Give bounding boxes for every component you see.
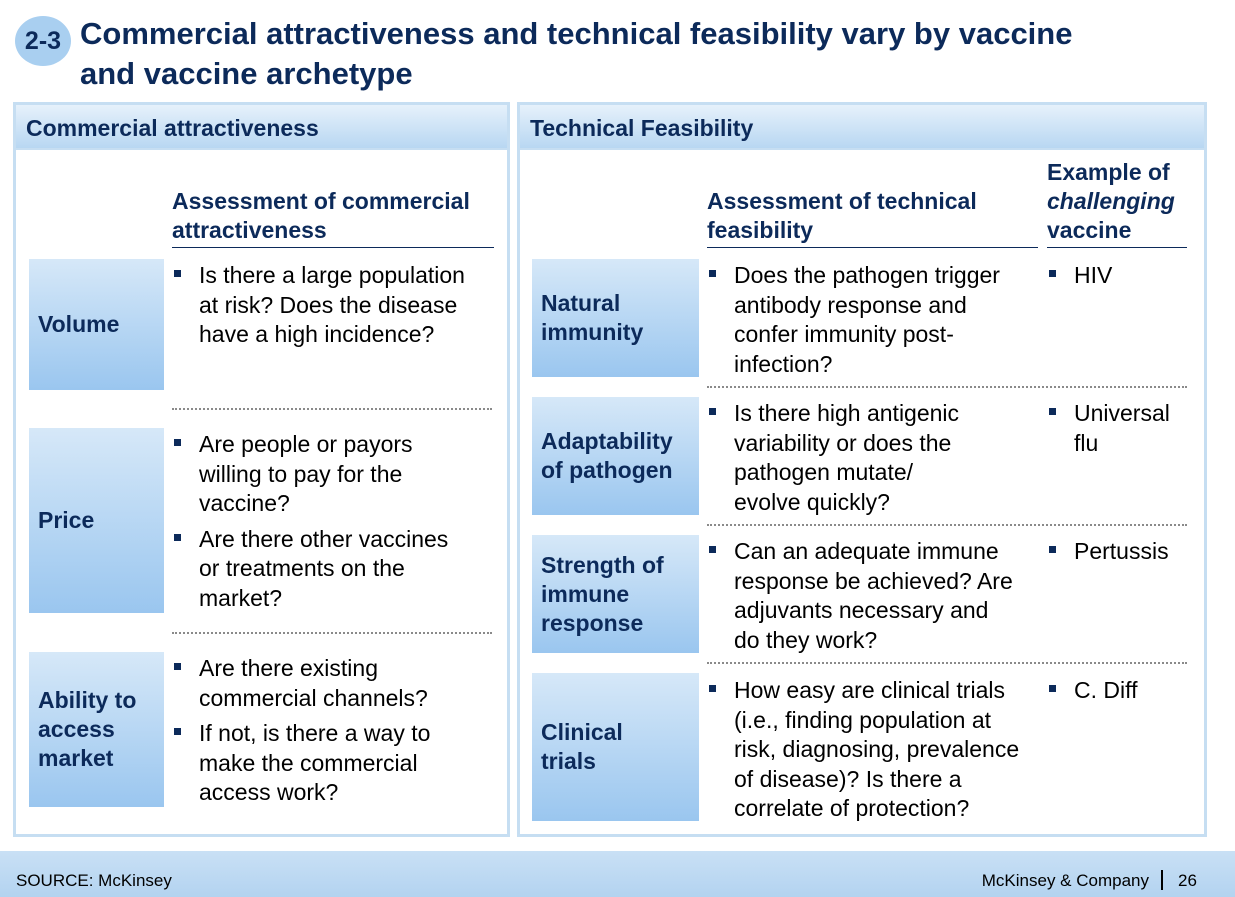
row-divider (172, 632, 492, 634)
example-list (1047, 537, 1197, 573)
bullet-item (707, 676, 1047, 824)
bullet-list (707, 399, 1042, 523)
bullet-line: Are there other vaccines (199, 525, 449, 552)
row-label-line: immune (541, 580, 630, 607)
panel-header: Technical Feasibility (520, 105, 1204, 150)
row-label-line: response (541, 609, 644, 636)
bullet-line: have a high incidence? (199, 321, 435, 347)
column-header-line: Assessment of technical (707, 188, 977, 214)
column-header-line: attractiveness (172, 217, 327, 243)
row-label-line: market (38, 745, 114, 771)
example-item (1047, 399, 1197, 458)
bullet-line: How easy are clinical trials (734, 677, 1005, 703)
bullet-line: correlate of protection? (734, 795, 970, 821)
row-divider (172, 408, 492, 410)
row-divider (707, 662, 1187, 664)
row-label-adaptability-of-pathogen (532, 397, 699, 515)
bullet-line: access work? (199, 779, 339, 805)
bullet-line: If not, is there a way to (199, 720, 431, 746)
bullet-item (172, 654, 502, 713)
example-text: Universal flu (1074, 400, 1170, 456)
column-header-line: Assessment of commercial (172, 188, 470, 214)
example-item (1047, 537, 1197, 567)
row-label-ability-to-access-market (29, 652, 164, 807)
bullet-line: of disease)? Is there a (734, 765, 962, 792)
section-number-badge: 2-3 (15, 16, 71, 66)
bullet-line: do they work? (734, 626, 878, 653)
bullet-line: willing to pay for the (199, 460, 403, 487)
bullet-line: infection? (734, 350, 833, 377)
example-item (1047, 261, 1197, 291)
bullet-list (172, 261, 502, 356)
bullet-line: antibody response and (734, 291, 967, 318)
bullet-line: Is there a large population (199, 262, 465, 288)
example-list (1047, 399, 1197, 464)
row-label-line: Ability to (38, 687, 137, 713)
row-label-line: Strength of (541, 551, 664, 578)
footer-bar (0, 851, 1235, 897)
bullet-line: risk, diagnosing, prevalence (734, 736, 1020, 762)
bullet-list (707, 537, 1042, 661)
bullet-list (172, 430, 502, 619)
example-text: C. Diff (1074, 677, 1138, 703)
column-header-line: vaccine (1047, 217, 1132, 243)
page-title-line: and vaccine archetype (80, 56, 413, 91)
bullet-line: evolve quickly? (734, 488, 890, 515)
bullet-item (172, 261, 502, 350)
bullet-line: pathogen mutate/ (734, 459, 914, 485)
example-list (1047, 261, 1197, 297)
example-column-header (1047, 158, 1187, 248)
row-label-line: Price (38, 507, 95, 533)
row-label-clinical-trials (532, 673, 699, 821)
row-label-line: Adaptability (541, 428, 673, 454)
row-label-line: trials (541, 748, 596, 774)
page-title (80, 14, 1200, 94)
column-header-line: Example of (1047, 159, 1170, 185)
row-divider (707, 524, 1187, 526)
column-header-line: challenging (1047, 188, 1175, 214)
bullet-line: vaccine? (199, 490, 290, 516)
column-header (707, 187, 1038, 248)
row-label-line: Clinical (541, 719, 623, 745)
example-item (1047, 676, 1197, 706)
row-label-volume (29, 259, 164, 390)
technical-feasibility-panel (517, 102, 1207, 837)
row-label-line: Volume (38, 311, 120, 337)
source-note: SOURCE: McKinsey (16, 871, 172, 890)
bullet-item (707, 261, 1042, 379)
bullet-line: adjuvants necessary and (734, 597, 989, 623)
bullet-line: or treatments on the (199, 555, 405, 581)
row-label-line: of pathogen (541, 457, 673, 483)
bullet-line: make the commercial (199, 749, 418, 776)
column-header-line: feasibility (707, 217, 814, 243)
page-number: 26 (1178, 871, 1197, 890)
row-label-line: immunity (541, 319, 644, 345)
example-text: Pertussis (1074, 538, 1169, 564)
bullet-line: Are people or payors (199, 431, 413, 457)
bullet-list (707, 261, 1042, 385)
bullet-line: variability or does the (734, 429, 952, 456)
footer-separator (1161, 870, 1163, 890)
bullet-line: commercial channels? (199, 684, 428, 711)
example-list (1047, 676, 1197, 712)
bullet-item (707, 537, 1042, 655)
bullet-item (172, 430, 502, 519)
bullet-item (172, 525, 502, 614)
company-name: McKinsey & Company (981, 871, 1149, 890)
page-title-line: Commercial attractiveness and technical feasibility vary by vaccine (80, 16, 1073, 51)
row-label-line: access (38, 716, 115, 742)
bullet-list (172, 654, 502, 814)
bullet-line: confer immunity post- (734, 321, 954, 347)
bullet-line: Does the pathogen trigger (734, 262, 1000, 288)
bullet-line: Is there high antigenic (734, 400, 960, 426)
row-label-strength-of-immune-response (532, 535, 699, 653)
row-label-line: Natural (541, 290, 621, 316)
row-divider (707, 386, 1187, 388)
bullet-item (172, 719, 502, 808)
bullet-line: (i.e., finding population at (734, 706, 992, 733)
bullet-line: Can an adequate immune (734, 538, 999, 564)
bullet-item (707, 399, 1042, 517)
bullet-line: market? (199, 584, 283, 611)
panel-header: Commercial attractiveness (16, 105, 507, 150)
commercial-attractiveness-panel (13, 102, 510, 837)
bullet-line: Are there existing (199, 655, 378, 681)
row-label-natural-immunity (532, 259, 699, 377)
column-header (172, 187, 494, 248)
bullet-list (707, 676, 1047, 830)
example-text: HIV (1074, 262, 1113, 288)
bullet-line: at risk? Does the disease (199, 291, 458, 318)
bullet-line: response be achieved? Are (734, 567, 1013, 594)
row-label-price (29, 428, 164, 613)
